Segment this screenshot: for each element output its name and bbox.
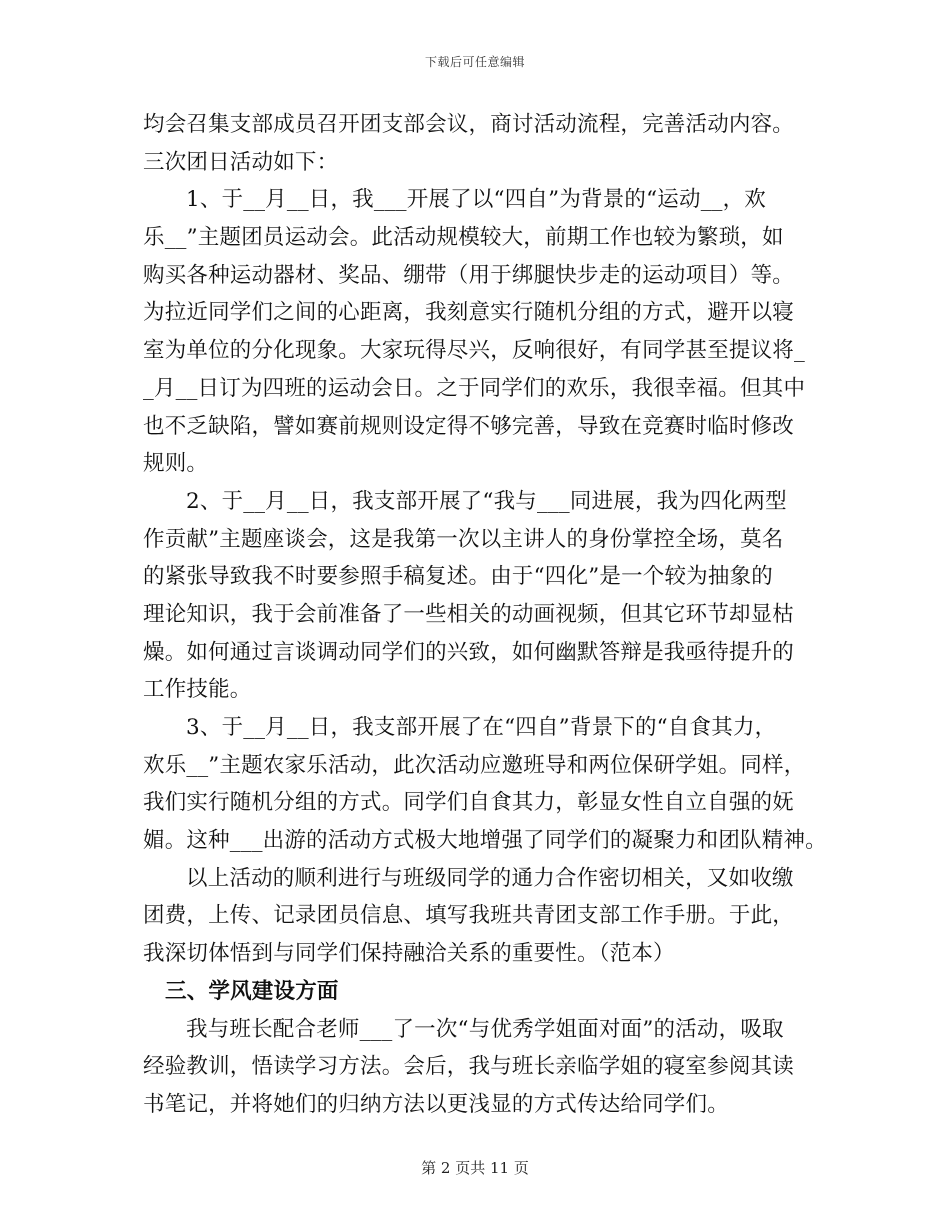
section-heading: 三、学风建设方面 [165, 978, 339, 1004]
text-line: 我与班长配合老师___了一次“与优秀学姐面对面”的活动，吸取 [186, 1016, 784, 1042]
text-line: 燥。如何通过言谈调动同学们的兴致，如何幽默答辩是我亟待提升的 [143, 639, 795, 665]
text-line: 规则。 [143, 451, 209, 477]
text-line: 理论知识，我于会前准备了一些相关的动画视频，但其它环节却显枯 [143, 601, 795, 627]
text-line: 工作技能。 [143, 677, 252, 703]
text-line: 1、于__月__日，我___开展了以“四自”为背景的“运动__，欢 [186, 187, 767, 213]
text-line: 室为单位的分化现象。大家玩得尽兴，反响很好，有同学甚至提议将_ [143, 338, 805, 364]
page-footer: 第 2 页共 11 页 [421, 1159, 529, 1177]
text-line: 欢乐__”主题农家乐活动，此次活动应邀班导和两位保研学姐。同样， [143, 752, 806, 778]
document-body [143, 106, 827, 1124]
text-line: 购买各种运动器材、奖品、绷带（用于绑腿快步走的运动项目）等。 [143, 262, 795, 288]
text-line: 的紧张导致我不时要参照手稿复述。由于“四化”是一个较为抽象的 [143, 564, 773, 590]
text-line: 我们实行随机分组的方式。同学们自食其力，彰显女性自立自强的妩 [143, 790, 795, 816]
text-line: 三次团日活动如下： [143, 149, 339, 175]
text-line: 我深切体悟到与同学们保持融洽关系的重要性。（范本） [143, 941, 675, 967]
text-line: 作贡献”主题座谈会，这是我第一次以主讲人的身份掌控全场，莫名 [143, 526, 784, 552]
text-line: _月__日订为四班的运动会日。之于同学们的欢乐，我很幸福。但其中 [143, 375, 806, 401]
text-line: 3、于__月__日，我支部开展了在“四自”背景下的“自食其力， [186, 715, 777, 740]
text-line: 团费，上传、记录团员信息、填写我班共青团支部工作手册。于此， [143, 903, 795, 929]
text-line: 媚。这种___出游的活动方式极大地增强了同学们的凝聚力和团队精神。 [143, 828, 827, 854]
text-line: 书笔记，并将她们的归纳方法以更浅显的方式传达给同学们。 [143, 1091, 729, 1117]
text-line: 2、于__月__日，我支部开展了“我与___同进展，我为四化两型 [186, 488, 787, 514]
text-line: 以上活动的顺利进行与班级同学的通力合作密切相关，又如收缴 [186, 865, 794, 891]
text-line: 均会召集支部成员召开团支部会议，商讨活动流程，完善活动内容。 [143, 112, 795, 137]
text-line: 乐__”主题团员运动会。此活动规模较大，前期工作也较为繁琐，如 [143, 225, 784, 251]
text-line: 也不乏缺陷，譬如赛前规则设定得不够完善，导致在竞赛时临时修改 [143, 413, 795, 439]
text-line: 为拉近同学们之间的心距离，我刻意实行随机分组的方式，避开以寝 [143, 300, 795, 326]
page-header: 下载后可任意编辑 [424, 55, 525, 69]
text-line: 经验教训，悟读学习方法。会后，我与班长亲临学姐的寝室参阅其读 [143, 1054, 795, 1080]
